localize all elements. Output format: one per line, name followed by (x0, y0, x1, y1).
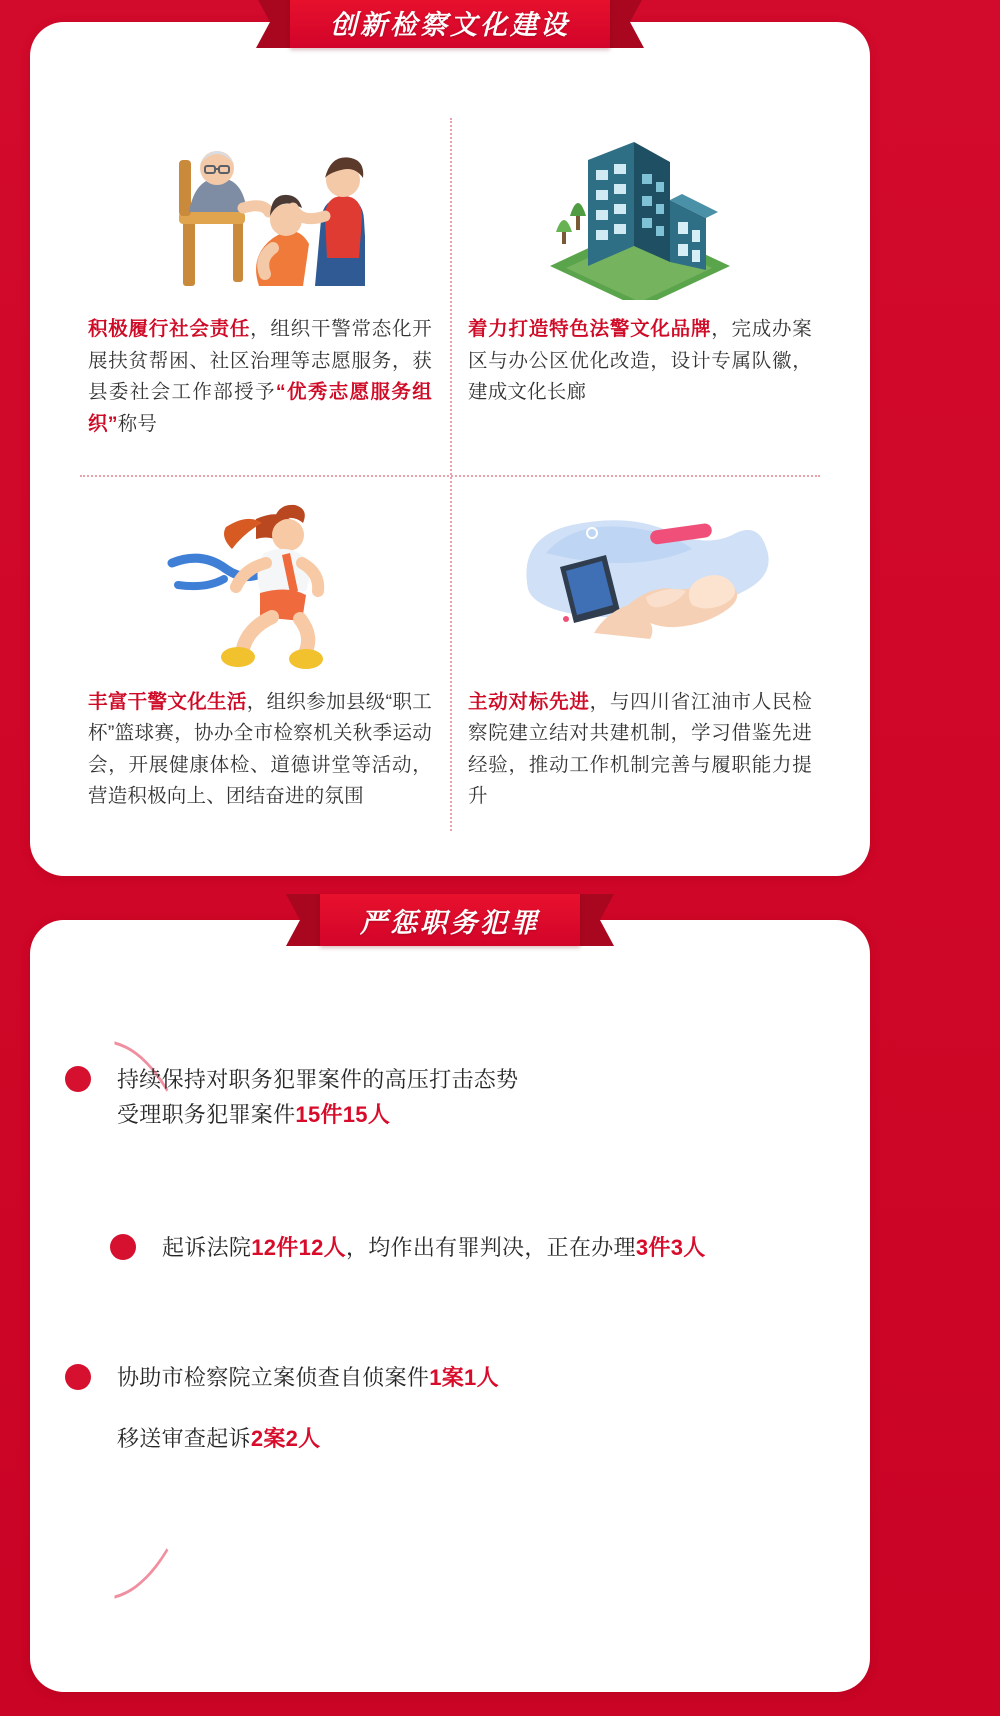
handshake-cooperation-icon (468, 483, 812, 673)
culture-item-2 (450, 102, 830, 475)
timeline-item-3-label-1: 协助市检察院立案侦查自侦案件 (117, 1365, 430, 1390)
timeline-item-3-number-1: 1案1人 (429, 1365, 499, 1390)
culture-item-4-lead: 主动对标先进 (468, 690, 590, 713)
culture-item-4-body-1: ，与四川省江油市人民检察院建立结对共建机制，学习借鉴先进经验，推动工作机制完善与履职能力提升 (468, 690, 813, 808)
culture-item-1-body-2: 称号 (117, 412, 158, 435)
ribbon-tail-left (256, 0, 290, 48)
culture-item-3-body-1: ，组织参加县级“职工杯”篮球赛，协办全市检察机关秋季运动会，开展健康体检、道德讲堂等活动，营造积极向上、团结奋进的氛围 (88, 690, 432, 808)
timeline-item-1 (65, 1062, 518, 1132)
culture-item-1 (70, 102, 450, 475)
timeline-item-2-line-1 (162, 1230, 706, 1265)
section-banner-crime (286, 894, 614, 946)
culture-item-1-lead: 积极履行社会责任 (88, 318, 251, 340)
runner-athlete-icon (88, 483, 432, 673)
culture-item-3 (70, 475, 450, 848)
culture-item-1-quote: “优秀志愿服务组织” (88, 381, 432, 435)
culture-item-2-text (468, 314, 812, 409)
section-card-crime (30, 907, 870, 1692)
timeline-item-2-number-1: 12件12人 (251, 1235, 346, 1260)
timeline-item-1-line-2 (117, 1097, 518, 1132)
timeline-item-3-number-2: 2案2人 (250, 1426, 321, 1452)
timeline-item-3-line-1 (117, 1360, 499, 1395)
timeline-dot (65, 1066, 91, 1092)
culture-item-2-body-1: ，完成办案区与办公区优化改造，设计专属队徽，建成文化长廊 (468, 318, 812, 404)
timeline-item-3-text (117, 1360, 499, 1456)
timeline-item-3-line-2 (117, 1421, 499, 1456)
crime-timeline (30, 1040, 870, 1600)
timeline-item-2-label-2: ，均作出有罪判决，正在办理 (345, 1235, 636, 1260)
timeline-item-2 (110, 1230, 706, 1265)
culture-item-4-text (468, 687, 812, 813)
timeline-dot (65, 1364, 91, 1390)
volunteer-elderly-care-icon (88, 110, 432, 300)
ribbon-tail-left-2 (286, 894, 320, 946)
timeline-item-2-label-1: 起诉法院 (162, 1235, 252, 1260)
ribbon-tail-right (610, 0, 644, 48)
timeline-dot (110, 1234, 136, 1260)
office-building-icon (468, 110, 812, 300)
timeline-item-1-line-2-number: 15件15人 (295, 1102, 391, 1128)
section-title-2: 严惩职务犯罪 (360, 907, 540, 938)
timeline-item-1-text (117, 1062, 518, 1132)
ribbon-body-2 (320, 894, 580, 946)
culture-item-3-text (88, 687, 432, 813)
ribbon-tail-right-2 (580, 894, 614, 946)
timeline-item-2-text (162, 1230, 706, 1265)
ribbon-body (290, 0, 610, 48)
culture-item-2-lead: 着力打造特色法警文化品牌 (468, 318, 712, 340)
timeline-item-1-line-1: 持续保持对职务犯罪案件的高压打击态势 (117, 1067, 519, 1092)
culture-item-4 (450, 475, 830, 848)
culture-quadrant-grid (70, 102, 830, 847)
section-banner-culture (256, 0, 644, 48)
culture-item-1-body-1: ，组织干警常态化开展扶贫帮困、社区治理等志愿服务，获县委社会工作部授予 (88, 318, 432, 404)
section-title: 创新检察文化建设 (330, 9, 570, 40)
timeline-item-1-line-2-label: 受理职务犯罪案件 (117, 1102, 296, 1128)
culture-item-1-text (88, 314, 432, 440)
culture-item-3-lead: 丰富干警文化生活 (88, 690, 247, 713)
section-card-culture (30, 9, 870, 876)
timeline-item-3-label-2: 移送审查起诉 (117, 1426, 251, 1452)
timeline-item-3 (65, 1360, 499, 1456)
timeline-item-2-number-2: 3件3人 (635, 1235, 706, 1260)
